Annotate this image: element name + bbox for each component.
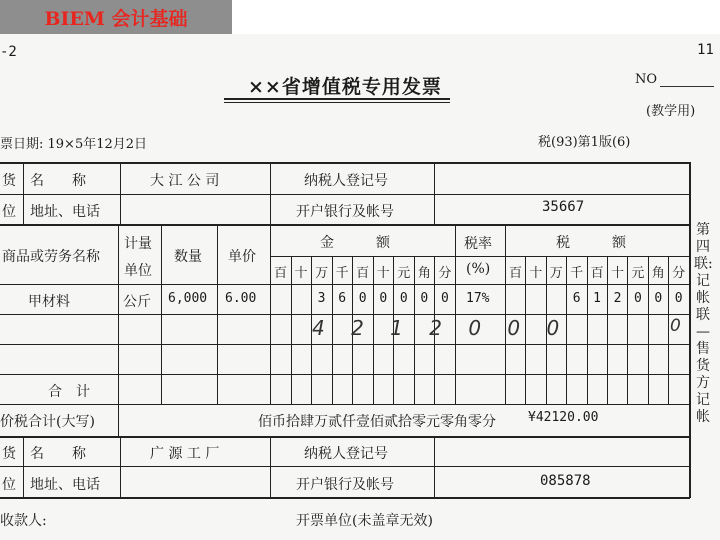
col-header-tax-rate-1: 税率: [464, 236, 492, 252]
total-label: 合 计: [48, 384, 90, 400]
seller-bank-value: 085878: [540, 473, 591, 489]
col-line: [270, 162, 271, 224]
payee-label: 收款人:: [0, 513, 47, 529]
issuer-note: 开票单位(未盖章无效): [296, 513, 433, 529]
amount-digit-header: 元: [397, 266, 411, 281]
form-number-right: 11: [697, 42, 714, 58]
grand-total-words: 佰币拾肆万贰仟壹佰贰拾零元零角零分: [258, 414, 496, 430]
tax-digit-header: 十: [610, 266, 624, 281]
tax-digit-header: 万: [549, 266, 563, 281]
col-line: [120, 436, 121, 497]
col-line: [505, 224, 506, 404]
col-line: [434, 436, 435, 497]
amount-digit-value: 0: [379, 291, 388, 306]
grand-total-value: ¥42120.00: [528, 410, 599, 425]
tax-digit-value: 0: [633, 291, 642, 306]
col-line: [23, 162, 24, 224]
row-line: [0, 466, 690, 467]
tax-digit-header: 分: [672, 266, 686, 281]
amount-digit-value: 3: [317, 291, 326, 306]
copy-note-vertical: 第四联:记帐联—售货方记帐: [694, 222, 713, 425]
amount-digit-header: 十: [376, 266, 390, 281]
col-line: [270, 224, 271, 404]
tax-digit-value: 6: [572, 291, 581, 306]
row-line: [0, 224, 690, 226]
tax-digit-header: 角: [651, 266, 665, 281]
col-line: [161, 224, 162, 404]
invoice-date: 票日期: 19×5年12月2日: [0, 137, 148, 152]
col-header-tax-amount: 税 额: [556, 235, 626, 251]
item-name: 甲材料: [28, 294, 70, 310]
buyer-address-label: 地址、电话: [30, 204, 100, 220]
title-underline-2: [224, 102, 450, 103]
row-line: [0, 194, 690, 195]
amount-digit-header: 百: [273, 266, 287, 281]
col-line: [118, 404, 119, 436]
seller-side-label-1: 货: [2, 446, 16, 462]
tax-digit-header: 百: [590, 266, 604, 281]
amount-digit-header: 角: [417, 266, 431, 281]
table-top-border: [0, 162, 690, 164]
form-version: 税(93)第1版(6): [538, 135, 631, 150]
tax-digit-header: 百: [508, 266, 522, 281]
usage-note: (教学用): [646, 104, 696, 119]
handwritten-amount: 4 2 1 2 0 0 0: [312, 316, 570, 340]
amount-digit-value: 0: [399, 291, 408, 306]
col-line: [270, 436, 271, 497]
col-line: [434, 162, 435, 224]
seller-address-label: 地址、电话: [30, 477, 100, 493]
row-line: [0, 404, 690, 405]
buyer-side-label-2: 位: [2, 204, 16, 220]
seller-side-label-2: 位: [2, 477, 16, 493]
amount-digit-header: 千: [335, 266, 349, 281]
amount-digit-line: [291, 256, 292, 404]
tax-digit-value: 0: [654, 291, 663, 306]
invoice-number-blank: [660, 86, 714, 87]
col-header-quantity: 数量: [174, 249, 202, 265]
banner-text: BIEM 会计基础: [44, 7, 188, 30]
tax-digit-line: [587, 256, 588, 404]
tax-digit-value: 2: [613, 291, 622, 306]
col-line: [23, 436, 24, 497]
tax-digit-value: 0: [674, 291, 683, 306]
buyer-bank-label: 开户银行及帐号: [296, 204, 394, 220]
tax-digit-line: [627, 256, 628, 404]
seller-taxid-label: 纳税人登记号: [304, 446, 388, 462]
amount-digit-header: 百: [356, 266, 370, 281]
tax-digit-header: 元: [631, 266, 645, 281]
amount-digit-header: 分: [438, 266, 452, 281]
seller-bank-label: 开户银行及帐号: [296, 477, 394, 493]
tax-digit-value: 1: [593, 291, 601, 306]
item-unit: 公斤: [123, 294, 151, 310]
item-unit-price: 6.00: [225, 291, 257, 306]
col-header-amount: 金 额: [320, 235, 390, 251]
col-header-unit-price: 单价: [228, 249, 256, 265]
grand-total-label: 价税合计(大写): [0, 414, 95, 430]
buyer-taxid-label: 纳税人登记号: [304, 173, 388, 189]
buyer-name: 大 江 公 司: [150, 173, 220, 189]
amount-digit-value: 0: [440, 291, 449, 306]
amount-digit-header: 十: [294, 266, 308, 281]
seller-name-label: 名 称: [30, 446, 86, 462]
col-line: [118, 224, 119, 404]
item-quantity: 6,000: [168, 291, 208, 306]
title-underline: [224, 98, 450, 100]
col-line: [217, 224, 218, 404]
tax-digit-header: 十: [529, 266, 543, 281]
buyer-name-label: 名 称: [30, 173, 86, 189]
invoice-title: ××省增值税专用发票: [248, 76, 442, 98]
col-header-unit-2: 单位: [124, 263, 152, 279]
table-bottom-border: [0, 497, 690, 499]
buyer-side-label-1: 货: [2, 173, 16, 189]
course-banner: [0, 0, 232, 34]
invoice-number-label: NO: [635, 72, 658, 87]
amount-digit-value: 0: [420, 291, 429, 306]
form-number-left: -2: [0, 44, 17, 60]
col-header-tax-rate-2: (%): [466, 261, 491, 277]
col-line: [120, 162, 121, 224]
buyer-bank-value: 35667: [542, 199, 585, 215]
row-line: [0, 436, 690, 438]
amount-digit-value: 6: [338, 291, 347, 306]
col-line: [455, 224, 456, 404]
col-header-goods-name: 商品或劳务名称: [2, 249, 100, 265]
invoice-scan: [0, 34, 720, 540]
col-header-unit-1: 计量: [124, 236, 152, 252]
amount-digit-value: 0: [358, 291, 367, 306]
seller-name: 广 源 工 厂: [150, 446, 220, 462]
tax-digit-line: [648, 256, 649, 404]
item-tax-rate: 17%: [466, 291, 490, 306]
handwritten-tax: 0: [670, 316, 691, 336]
tax-digit-header: 千: [570, 266, 584, 281]
tax-digit-line: [607, 256, 608, 404]
amount-digit-header: 万: [315, 266, 329, 281]
